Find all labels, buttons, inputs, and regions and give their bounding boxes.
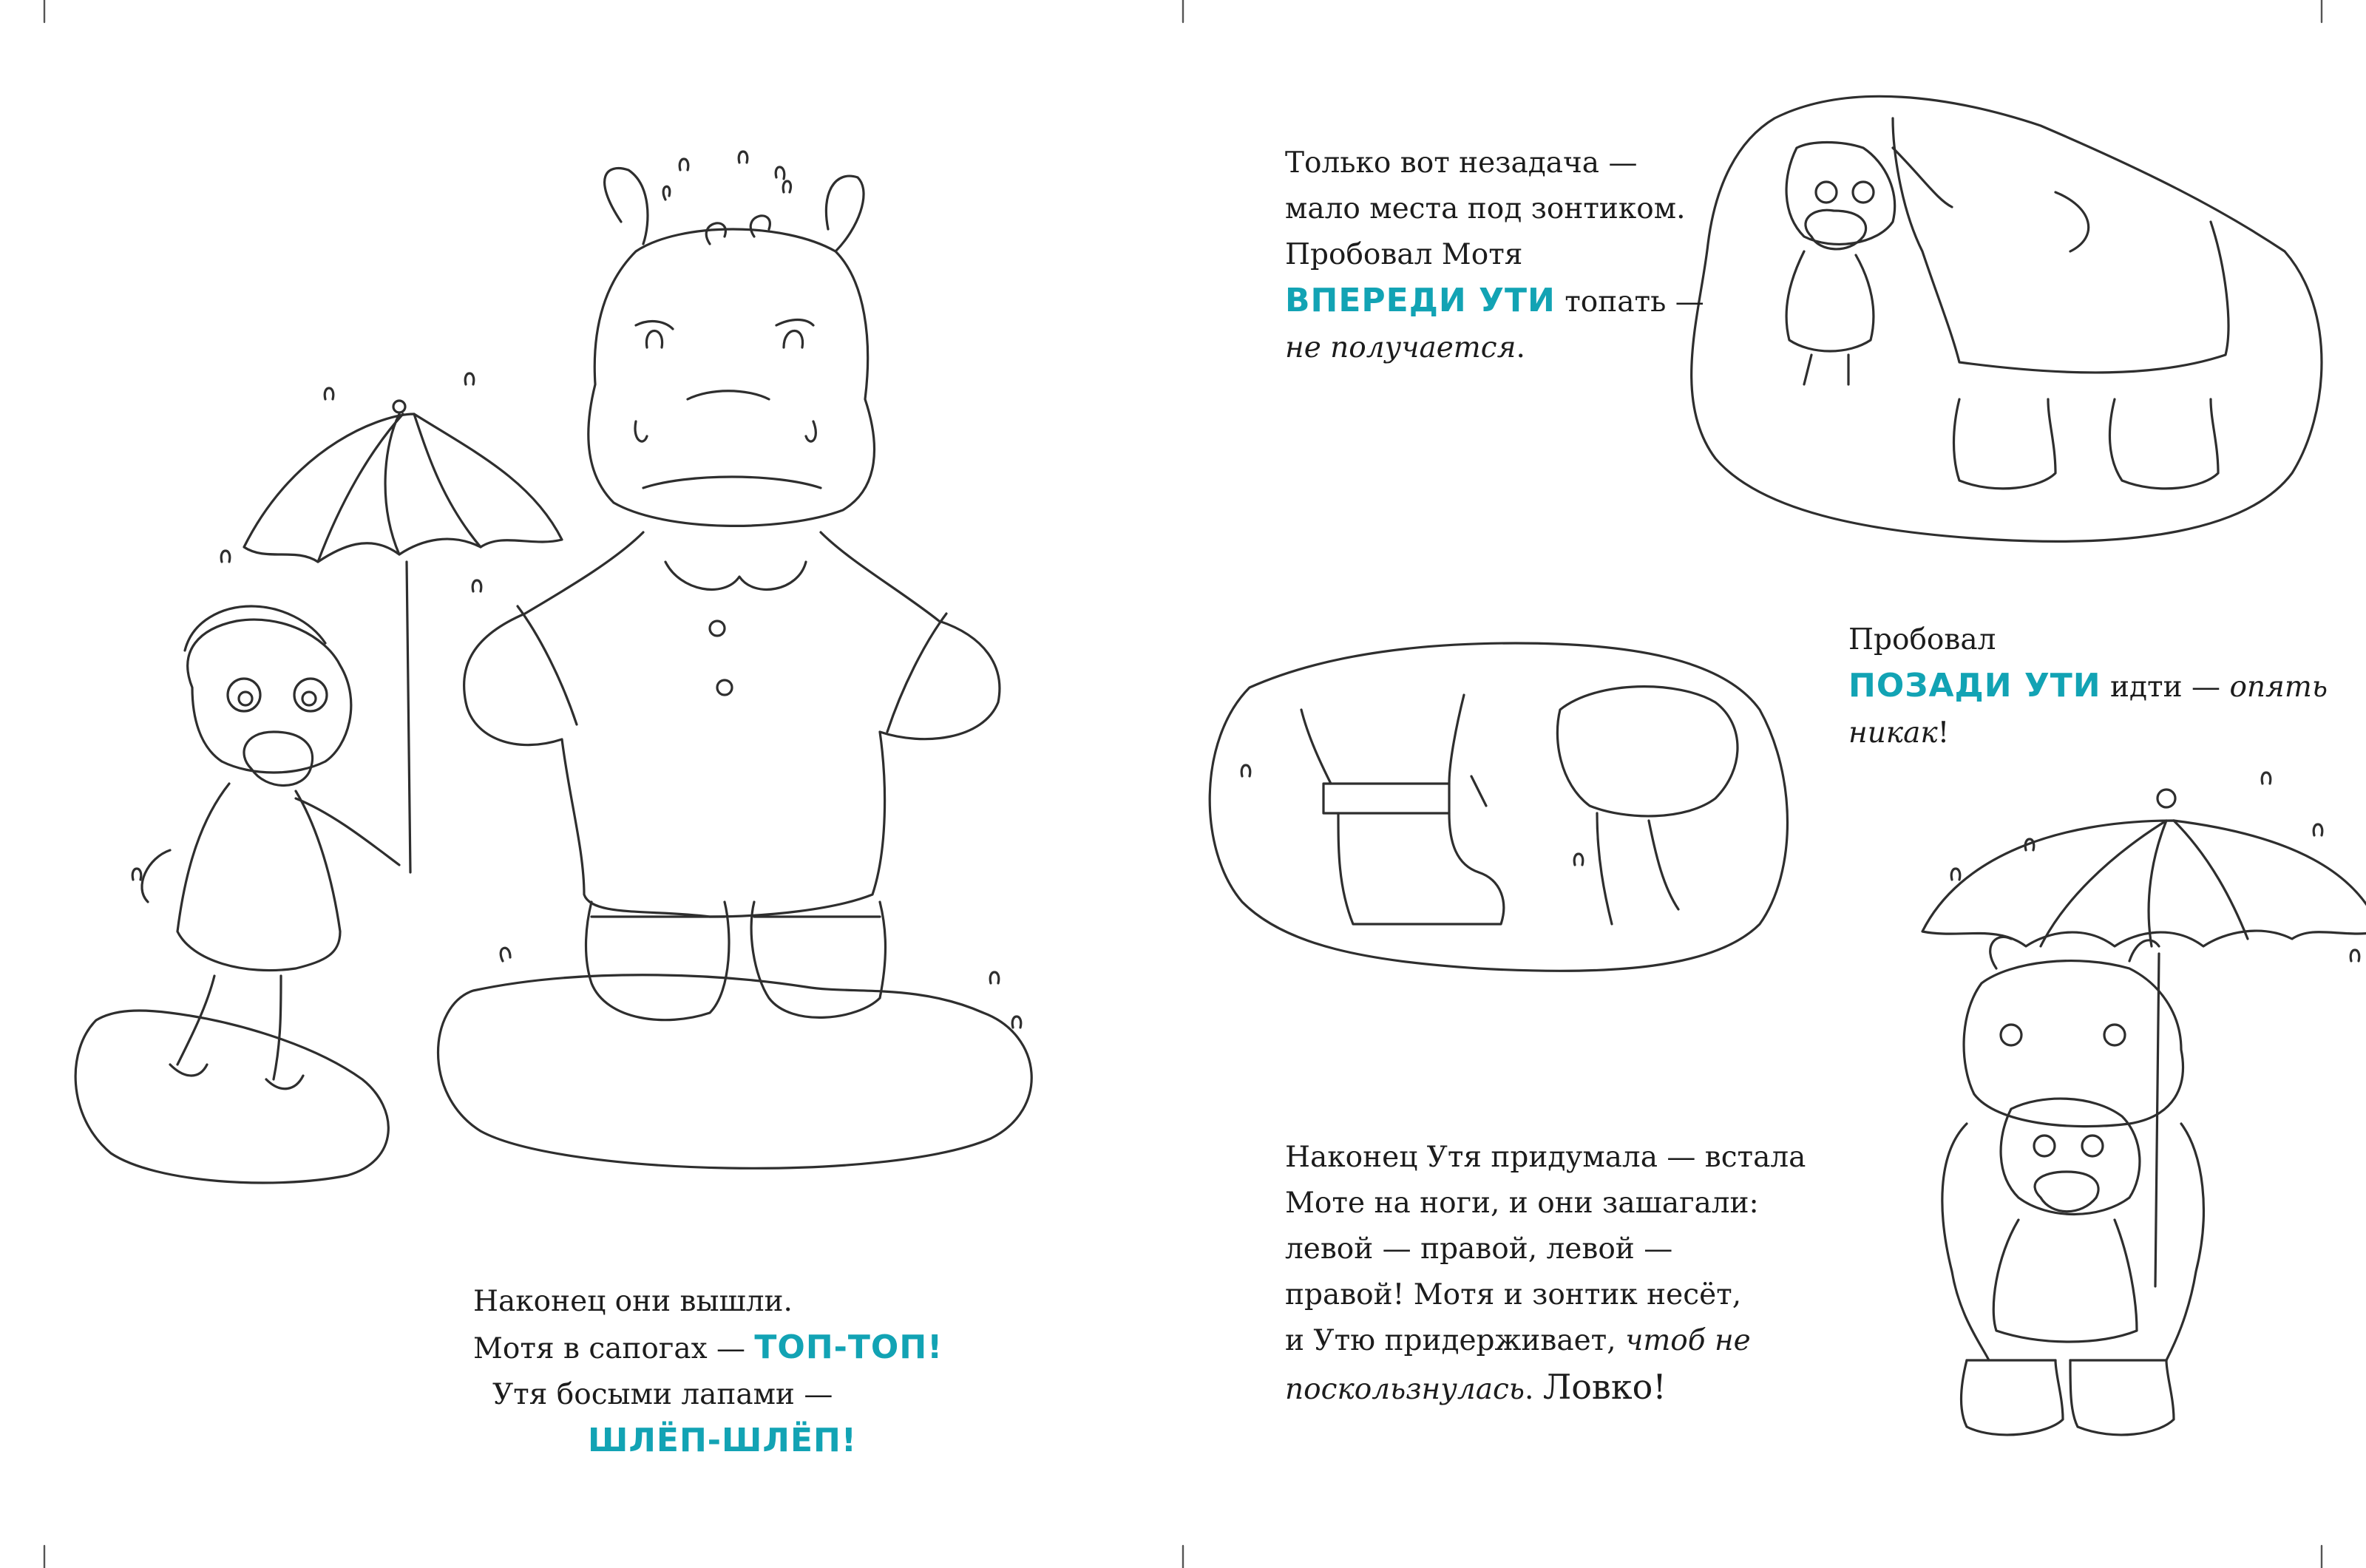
block1-line-4	[1285, 278, 1704, 325]
block2-italic-2: никак	[1848, 716, 1938, 750]
block2-italic-1: опять	[2229, 671, 2328, 704]
hippo-and-duck-walking-illustration	[1922, 773, 2366, 1435]
pozadi-uti-highlight: ПОЗАДИ УТИ	[1848, 667, 2101, 705]
block3-line-2: Моте на ноги, и они зашагали:	[1285, 1187, 1759, 1220]
left-line-4	[588, 1418, 943, 1465]
block1-line-5	[1285, 325, 1704, 371]
block3-line-6	[1285, 1364, 1806, 1413]
block1-line-2: мало места под зонтиком.	[1285, 192, 1686, 225]
block3-italic-1: чтоб не	[1625, 1324, 1751, 1357]
right-text-block-2	[1848, 617, 2328, 756]
left-line-3: Утя босыми лапами —	[492, 1378, 833, 1411]
block2-line-3	[1848, 710, 2328, 756]
block3-line-3: левой — правой, левой —	[1285, 1232, 1673, 1266]
block1-italic: не получается	[1285, 331, 1516, 364]
lovko-text: Ловко!	[1542, 1367, 1667, 1407]
hippo-in-front-scene	[1692, 96, 2322, 541]
top-top-highlight: ТОП-ТОП!	[754, 1328, 943, 1366]
block3-line-5-text: и Утю придерживает,	[1285, 1324, 1616, 1357]
block3-line-5	[1285, 1318, 1806, 1364]
left-page-text	[473, 1279, 943, 1465]
crop-marks	[44, 0, 2322, 1568]
hippo-behind-scene	[1210, 643, 1787, 971]
left-line-2-text: Мотя в сапогах —	[473, 1332, 745, 1365]
block2-line-1: Пробовал	[1848, 623, 1996, 656]
block3-period: .	[1525, 1373, 1534, 1406]
block3-italic-2: поскользнулась	[1285, 1373, 1525, 1406]
block1-line-1: Только вот незадача —	[1285, 146, 1638, 180]
block1-line-4-rest: топать —	[1565, 285, 1704, 319]
block2-exclaim: !	[1937, 716, 1950, 750]
right-text-block-3	[1285, 1135, 1806, 1413]
hippo-standing-illustration	[438, 152, 1032, 1168]
duck-with-umbrella-illustration	[75, 373, 562, 1183]
block2-line-2-rest: идти —	[2110, 671, 2221, 704]
block1-period: .	[1516, 331, 1525, 364]
shlyop-shlyop-highlight: ШЛЁП-ШЛЁП!	[588, 1422, 857, 1459]
block1-line-3: Пробовал Мотя	[1285, 238, 1523, 271]
block3-line-4: правой! Мотя и зонтик несёт,	[1285, 1278, 1742, 1311]
left-line-1: Наконец они вышли.	[473, 1285, 793, 1318]
block3-line-1: Наконец Утя придумала — встала	[1285, 1141, 1806, 1174]
vperedi-uti-highlight: ВПЕРЕДИ УТИ	[1285, 282, 1556, 319]
left-line-2	[473, 1325, 943, 1372]
block2-line-2	[1848, 663, 2328, 710]
right-text-block-1	[1285, 140, 1704, 371]
